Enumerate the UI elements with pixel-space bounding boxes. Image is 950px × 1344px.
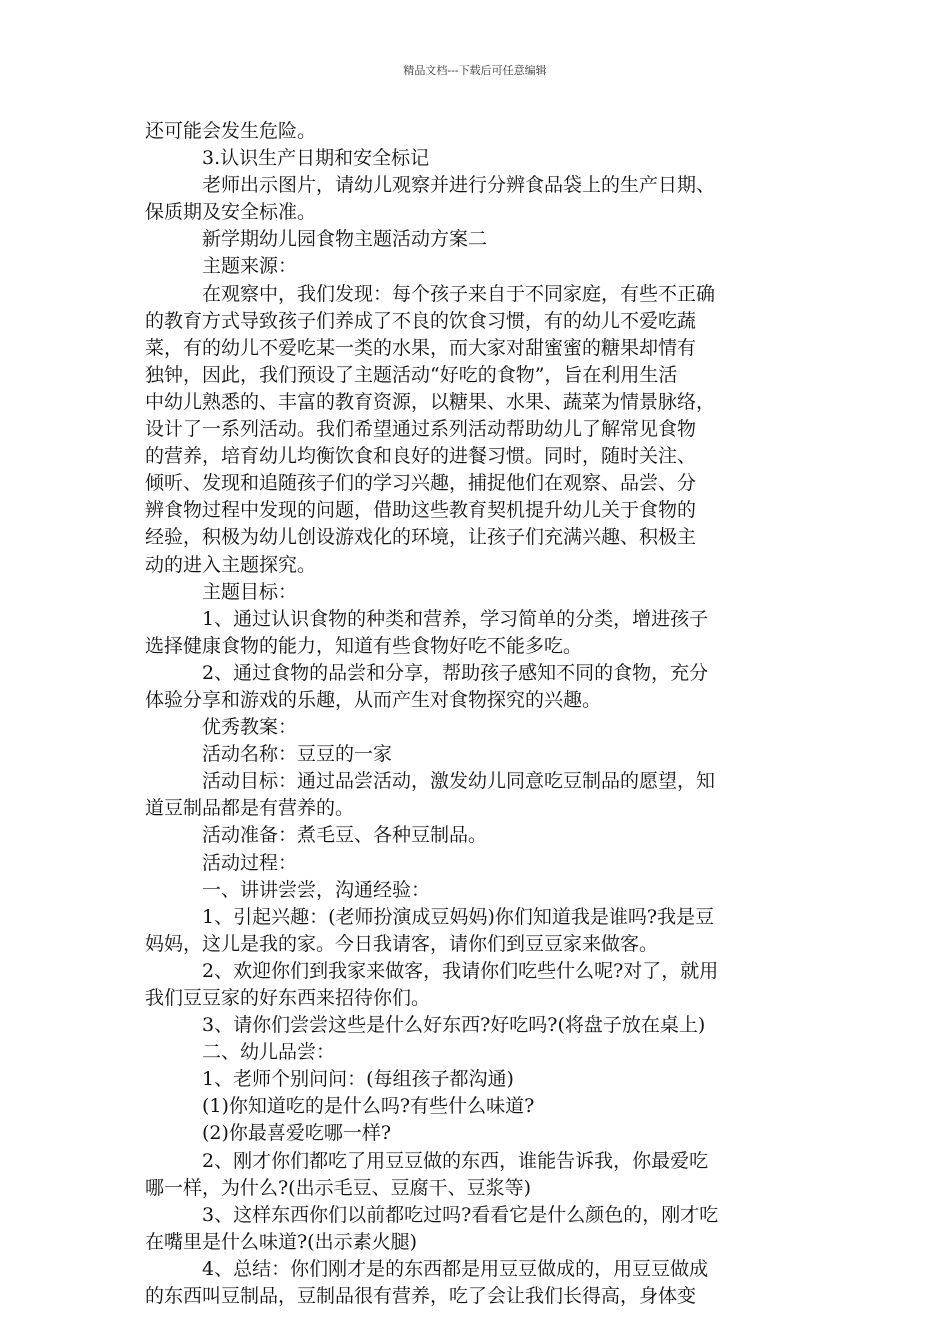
text-line: 经验，积极为幼儿创设游戏化的环境，让孩子们充满兴趣、积极主 [145, 526, 697, 549]
text-line: 4、总结：你们刚才是的东西都是用豆豆做成的，用豆豆做成 [202, 1257, 709, 1280]
text-line: 2、通过食物的品尝和分享，帮助孩子感知不同的食物，充分 [202, 661, 709, 684]
text-line: 哪一样，为什么?(出示毛豆、豆腐干、豆浆等) [145, 1176, 532, 1199]
text-line: 保质期及安全标准。 [145, 201, 317, 224]
text-line: 我们豆豆家的好东西来招待你们。 [145, 987, 431, 1009]
text-line: 3.认识生产日期和安全标记 [202, 147, 430, 170]
text-line: 1、引起兴趣：(老师扮演成豆妈妈)你们知道我是谁吗?我是豆 [202, 905, 715, 928]
text-line: 妈妈，这儿是我的家。今日我请客，请你们到豆豆家来做客。 [145, 932, 659, 955]
text-line: 中幼儿熟悉的、丰富的教育资源，以糖果、水果、蔬菜为情景脉络， [145, 390, 716, 413]
text-line: (2)你最喜爱吃哪一样? [202, 1122, 392, 1145]
text-line: 新学期幼儿园食物主题活动方案二 [202, 228, 488, 251]
text-line: 选择健康食物的能力，知道有些食物好吃不能多吃。 [145, 634, 583, 657]
document-body [145, 118, 810, 1310]
text-line: 2、刚才你们都吃了用豆豆做的东西，谁能告诉我，你最爱吃 [202, 1149, 709, 1172]
text-line: 活动准备：煮毛豆、各种豆制品。 [202, 824, 488, 847]
text-line: 的东西叫豆制品，豆制品很有营养，吃了会让我们长得高，身体变 [145, 1285, 697, 1308]
text-line: 动的进入主题探究。 [145, 553, 317, 576]
text-line: 在观察中，我们发现：每个孩子来自于不同家庭，有些不正确 [202, 282, 716, 305]
text-line: 独钟，因此，我们预设了主题活动“好吃的食物”，旨在利用生活 [145, 363, 678, 386]
text-line: 活动名称：豆豆的一家 [202, 743, 393, 766]
page-header: 精品文档---下载后可任意编辑 [403, 64, 547, 77]
text-line: (1)你知道吃的是什么吗?有些什么味道? [202, 1095, 535, 1118]
text-line: 主题来源： [202, 255, 298, 278]
text-line: 二、幼儿品尝： [202, 1041, 336, 1064]
text-line: 主题目标： [202, 580, 298, 603]
text-line: 道豆制品都是有营养的。 [145, 797, 355, 820]
text-line: 还可能会发生危险。 [145, 120, 317, 142]
text-line: 优秀教案： [202, 716, 298, 739]
text-line: 老师出示图片，请幼儿观察并进行分辨食品袋上的生产日期、 [202, 174, 716, 197]
text-line: 活动目标：通过品尝活动，激发幼儿同意吃豆制品的愿望，知 [202, 770, 716, 793]
text-line: 的教育方式导致孩子们养成了不良的饮食习惯，有的幼儿不爱吃蔬 [145, 309, 697, 332]
text-line: 辨食物过程中发现的问题，借助这些教育契机提升幼儿关于食物的 [145, 499, 697, 522]
text-line: 3、这样东西你们以前都吃过吗?看看它是什么颜色的，刚才吃 [202, 1203, 719, 1226]
text-line: 的营养，培育幼儿均衡饮食和良好的进餐习惯。同时，随时关注、 [145, 445, 697, 468]
text-line: 3、请你们尝尝这些是什么好东西?好吃吗?(将盘子放在桌上) [202, 1014, 706, 1037]
text-line: 2、欢迎你们到我家来做客，我请你们吃些什么呢?对了，就用 [202, 959, 719, 982]
text-line: 活动过程： [202, 851, 298, 874]
text-line: 设计了一系列活动。我们希望通过系列活动帮助幼儿了解常见食物 [145, 418, 697, 441]
text-line: 体验分享和游戏的乐趣，从而产生对食物探究的兴趣。 [145, 688, 602, 711]
text-line: 1、通过认识食物的种类和营养，学习简单的分类，增进孩子 [202, 607, 709, 630]
text-line: 倾听、发现和追随孩子们的学习兴趣，捕捉他们在观察、品尝、分 [145, 472, 697, 495]
text-line: 在嘴里是什么味道?(出示素火腿) [145, 1230, 418, 1253]
text-line: 菜，有的幼儿不爱吃某一类的水果，而大家对甜蜜蜜的糖果却情有 [145, 336, 697, 359]
text-line: 1、老师个别问问：(每组孩子都沟通) [202, 1068, 514, 1091]
text-line: 一、讲讲尝尝，沟通经验： [202, 878, 431, 901]
